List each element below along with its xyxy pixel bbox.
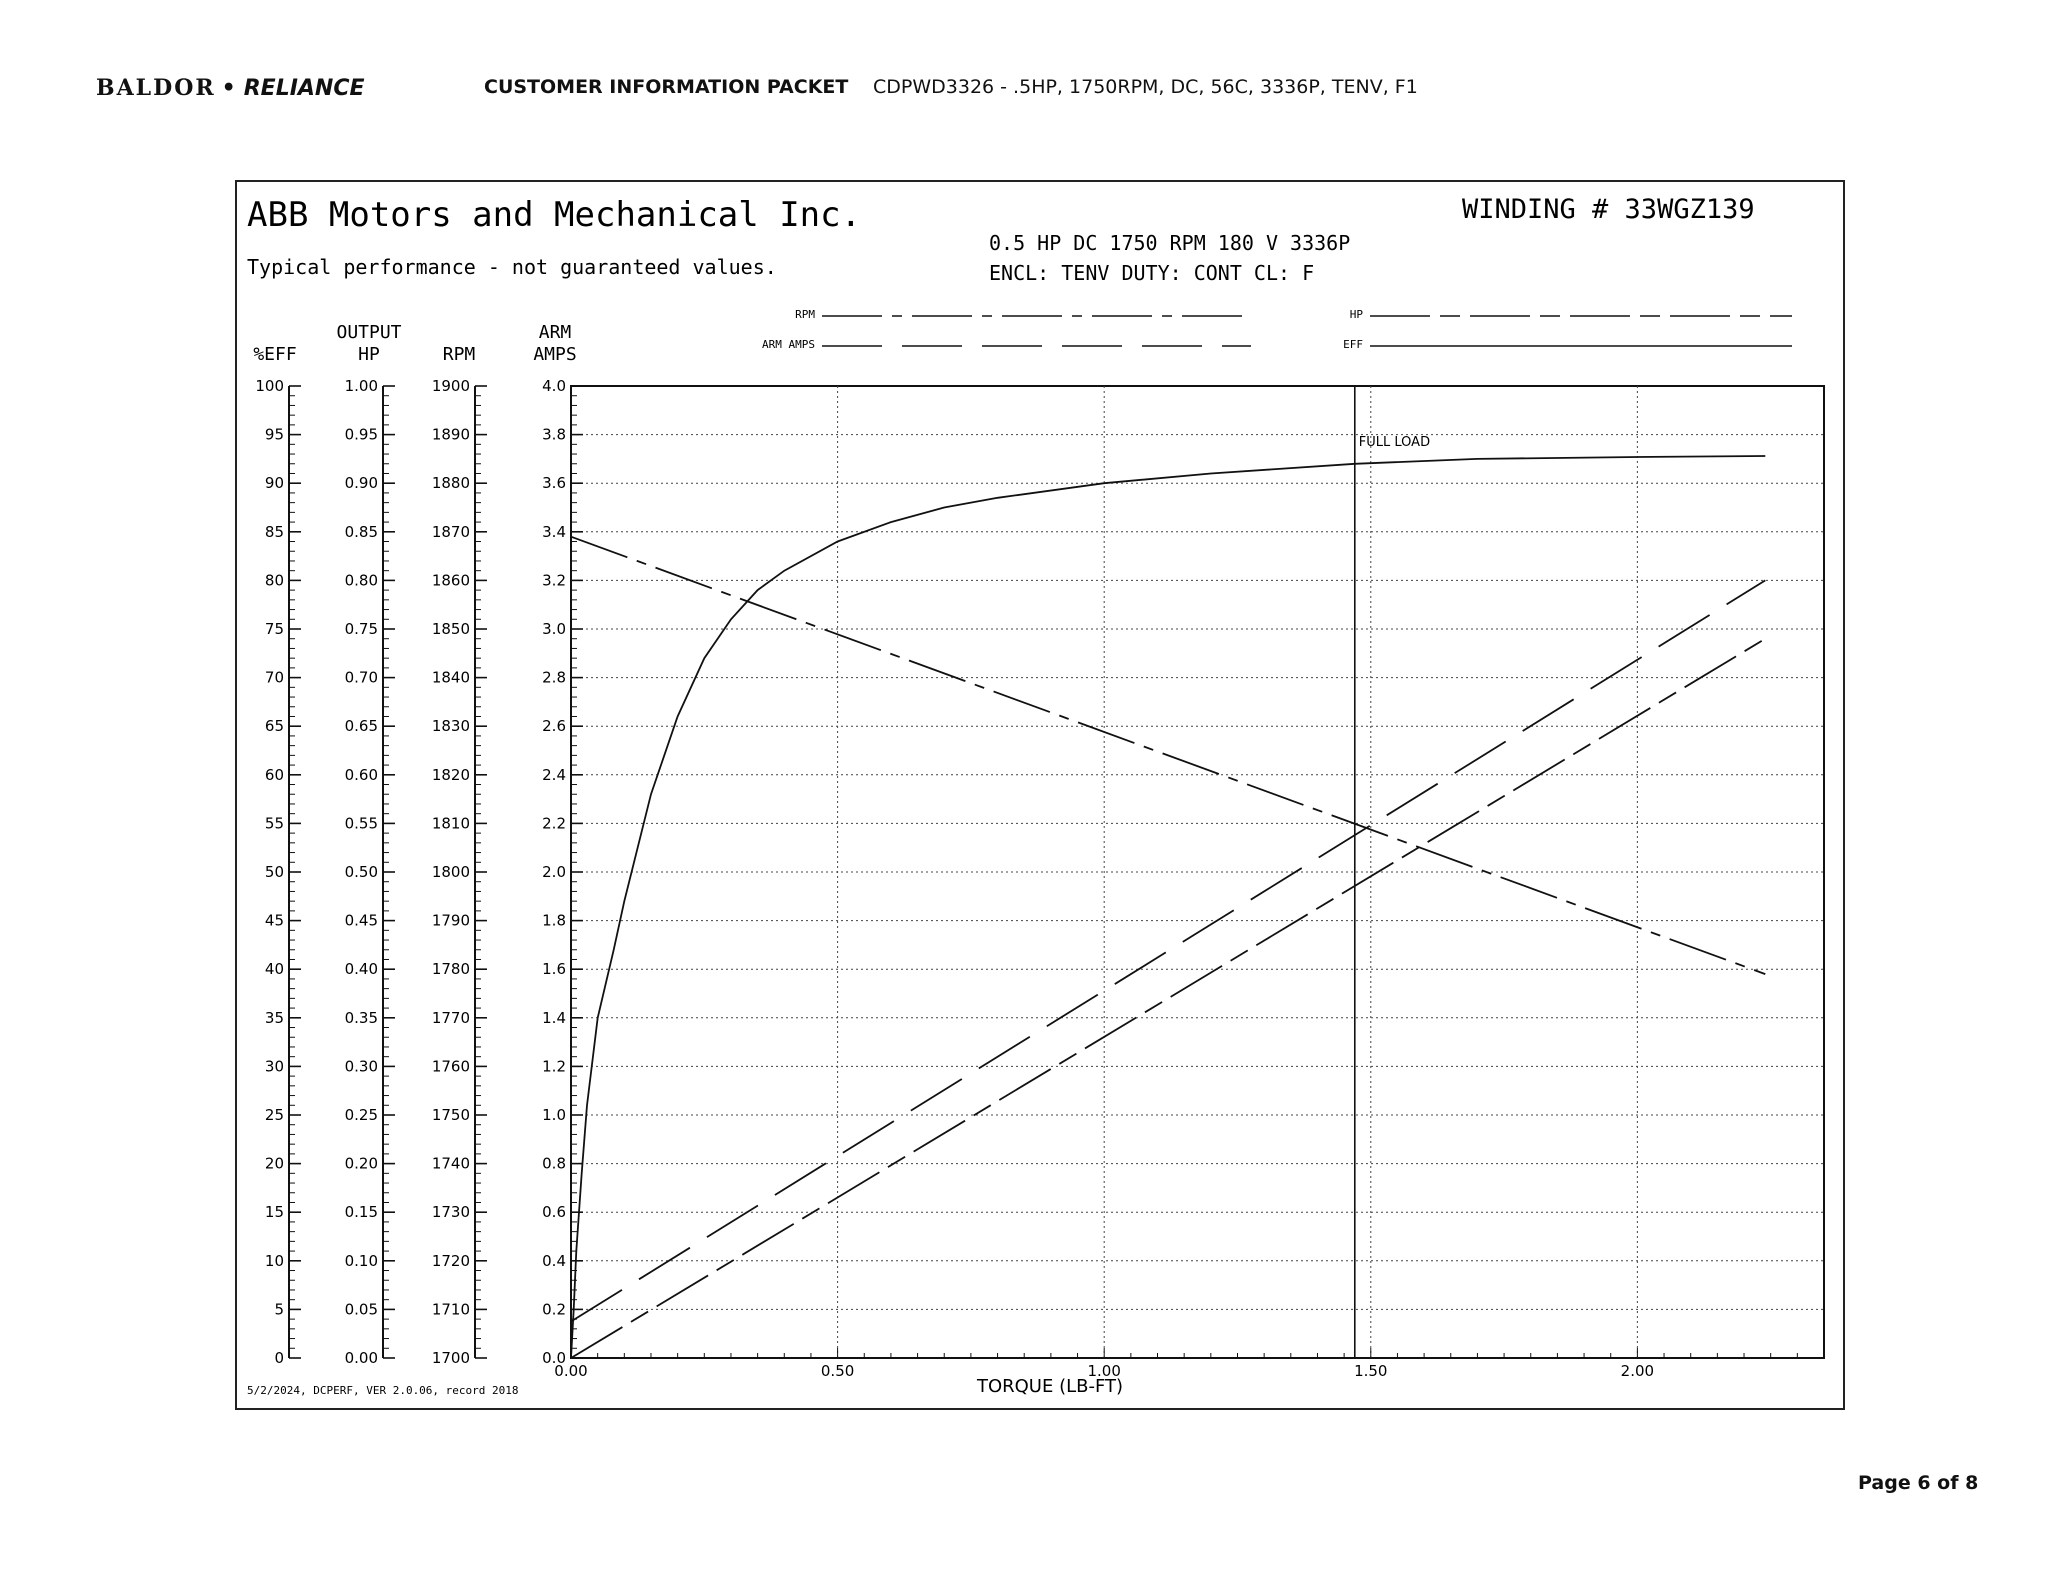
eff-tick-label: 50 [264, 863, 284, 881]
rpm-axis-header: RPM [442, 344, 476, 365]
amps-tick-label: 2.8 [542, 668, 566, 687]
rpm-tick-label: 1850 [431, 620, 470, 638]
hp-tick-label: 0.90 [344, 474, 378, 493]
rpm-tick-label: 1880 [431, 474, 470, 493]
hp-tick-label: 1.00 [344, 377, 378, 395]
amps-tick-label: 1.4 [542, 1008, 566, 1027]
eff-tick-label: 5 [274, 1300, 284, 1319]
amps-tick-label: 1.8 [542, 911, 566, 930]
grid [571, 386, 1824, 1358]
amps-tick-label: 4.0 [542, 377, 566, 395]
rpm-tick-label: 1790 [431, 911, 470, 930]
rpm-tick-label: 1830 [431, 717, 470, 736]
eff-tick-label: 85 [264, 522, 284, 541]
amps-tick-label: 1.0 [542, 1106, 566, 1124]
eff-tick-label: 60 [264, 765, 284, 784]
rpm-tick-label: 1770 [431, 1008, 470, 1027]
eff-tick-label: 80 [264, 571, 284, 590]
hp-tick-label: 0.95 [344, 425, 378, 444]
hp-tick-label: 0.00 [344, 1349, 378, 1367]
hp-tick-label: 0.55 [344, 814, 378, 833]
x-tick-label: 2.00 [1620, 1362, 1655, 1380]
x-axis-title: TORQUE (LB-FT) [976, 1376, 1124, 1397]
amps-axis-header-bottom: AMPS [533, 344, 577, 365]
rpm-tick-label: 1800 [431, 863, 470, 881]
record-info: 5/2/2024, DCPERF, VER 2.0.06, record 2018 [247, 1384, 519, 1397]
eff-tick-label: 65 [264, 717, 284, 736]
amps-tick-label: 3.0 [542, 620, 566, 638]
eff-tick-label: 40 [264, 960, 284, 979]
hp-tick-label: 0.10 [344, 1251, 378, 1270]
amps-tick-label: 0.8 [542, 1154, 566, 1173]
legend-eff-label: EFF [1343, 338, 1363, 351]
rpm-tick-label: 1780 [431, 960, 470, 979]
eff-tick-label: 25 [264, 1106, 284, 1124]
winding-number: WINDING # 33WGZ139 [1462, 194, 1755, 225]
hp-tick-label: 0.30 [344, 1057, 378, 1076]
eff-tick-label: 90 [264, 474, 284, 493]
page-number: Page 6 of 8 [1858, 1472, 1979, 1494]
rpm-tick-label: 1900 [431, 377, 470, 395]
rpm-tick-label: 1760 [431, 1057, 470, 1076]
hp-tick-label: 0.70 [344, 668, 378, 687]
eff-tick-label: 15 [264, 1203, 284, 1222]
baldor-logo: BALDOR • RELIANCE [96, 75, 365, 101]
hp-tick-label: 0.60 [344, 765, 378, 784]
series-arm-amps-line [571, 580, 1765, 1321]
x-tick-label: 1.50 [1354, 1362, 1388, 1380]
amps-tick-label: 3.6 [542, 474, 566, 493]
spec-line-2: ENCL: TENV DUTY: CONT CL: F [989, 261, 1315, 285]
hp-axis-header-bottom: HP [358, 344, 380, 365]
amps-tick-label: 0.6 [542, 1203, 566, 1222]
hp-tick-label: 0.05 [344, 1300, 378, 1319]
legend-rpm-label: RPM [795, 308, 815, 321]
eff-axis-header: %EFF [253, 344, 297, 365]
amps-tick-label: 0.4 [542, 1251, 566, 1270]
y-axes [255, 377, 583, 1367]
rpm-tick-label: 1720 [431, 1251, 470, 1270]
eff-tick-label: 10 [264, 1251, 284, 1270]
rpm-tick-label: 1870 [431, 522, 470, 541]
model-description: CDPWD3326 - .5HP, 1750RPM, DC, 56C, 3336P, TENV, F1 [873, 76, 1418, 98]
rpm-tick-label: 1730 [431, 1203, 470, 1222]
eff-tick-label: 70 [264, 668, 284, 687]
series-eff-line [571, 456, 1765, 1358]
amps-tick-label: 2.0 [542, 863, 566, 881]
x-tick-label: 0.00 [554, 1362, 588, 1380]
hp-tick-label: 0.45 [344, 911, 378, 930]
hp-tick-label: 0.25 [344, 1106, 378, 1124]
performance-chart [237, 182, 1843, 1408]
amps-tick-label: 2.2 [542, 814, 566, 833]
eff-tick-label: 30 [264, 1057, 284, 1076]
rpm-tick-label: 1820 [431, 765, 470, 784]
header [96, 72, 365, 104]
rpm-tick-label: 1740 [431, 1154, 470, 1173]
amps-tick-label: 2.4 [542, 765, 566, 784]
hp-axis-header-top: OUTPUT [336, 322, 402, 343]
rpm-tick-label: 1890 [431, 425, 470, 444]
amps-tick-label: 0.2 [542, 1300, 566, 1319]
legend-hp-label: HP [1349, 308, 1363, 321]
eff-tick-label: 55 [264, 814, 284, 833]
eff-tick-label: 20 [264, 1154, 284, 1173]
performance-chart-frame [235, 180, 1845, 1410]
hp-tick-label: 0.40 [344, 960, 378, 979]
legend-amps-label: ARM AMPS [762, 338, 815, 351]
hp-tick-label: 0.20 [344, 1154, 378, 1173]
eff-tick-label: 75 [264, 620, 284, 638]
rpm-tick-label: 1710 [431, 1300, 470, 1319]
amps-axis-header-top: ARM [538, 322, 572, 343]
hp-tick-label: 0.80 [344, 571, 378, 590]
series-group [571, 456, 1765, 1358]
hp-tick-label: 0.35 [344, 1008, 378, 1027]
eff-tick-label: 95 [264, 425, 284, 444]
company-name: ABB Motors and Mechanical Inc. [247, 195, 862, 235]
series-rpm-line [571, 537, 1765, 974]
amps-tick-label: 3.4 [542, 522, 566, 541]
eff-tick-label: 45 [264, 911, 284, 930]
series-hp-line [571, 639, 1765, 1358]
amps-tick-label: 2.6 [542, 717, 566, 736]
x-tick-label: 1.00 [1087, 1362, 1121, 1380]
eff-tick-label: 35 [264, 1008, 284, 1027]
rpm-tick-label: 1840 [431, 668, 470, 687]
eff-tick-label: 100 [255, 377, 284, 395]
rpm-tick-label: 1810 [431, 814, 470, 833]
packet-title: CUSTOMER INFORMATION PACKET [484, 76, 849, 98]
x-axis [554, 1348, 1824, 1380]
amps-tick-label: 1.6 [542, 960, 566, 979]
rpm-tick-label: 1860 [431, 571, 470, 590]
rpm-tick-label: 1750 [431, 1106, 470, 1124]
eff-tick-label: 0 [274, 1349, 284, 1367]
spec-line-1: 0.5 HP DC 1750 RPM 180 V 3336P [989, 231, 1351, 255]
x-tick-label: 0.50 [820, 1362, 855, 1380]
amps-tick-label: 0.0 [542, 1349, 566, 1367]
rpm-tick-label: 1700 [431, 1349, 470, 1367]
amps-tick-label: 3.8 [542, 425, 566, 444]
hp-tick-label: 0.15 [344, 1203, 378, 1222]
hp-tick-label: 0.85 [344, 522, 378, 541]
hp-tick-label: 0.75 [344, 620, 378, 638]
chart-subtitle: Typical performance - not guaranteed values. [247, 255, 777, 279]
hp-tick-label: 0.65 [344, 717, 378, 736]
hp-tick-label: 0.50 [344, 863, 378, 881]
amps-tick-label: 3.2 [542, 571, 566, 590]
full-load-label: FULL LOAD [1358, 435, 1431, 450]
amps-tick-label: 1.2 [542, 1057, 566, 1076]
